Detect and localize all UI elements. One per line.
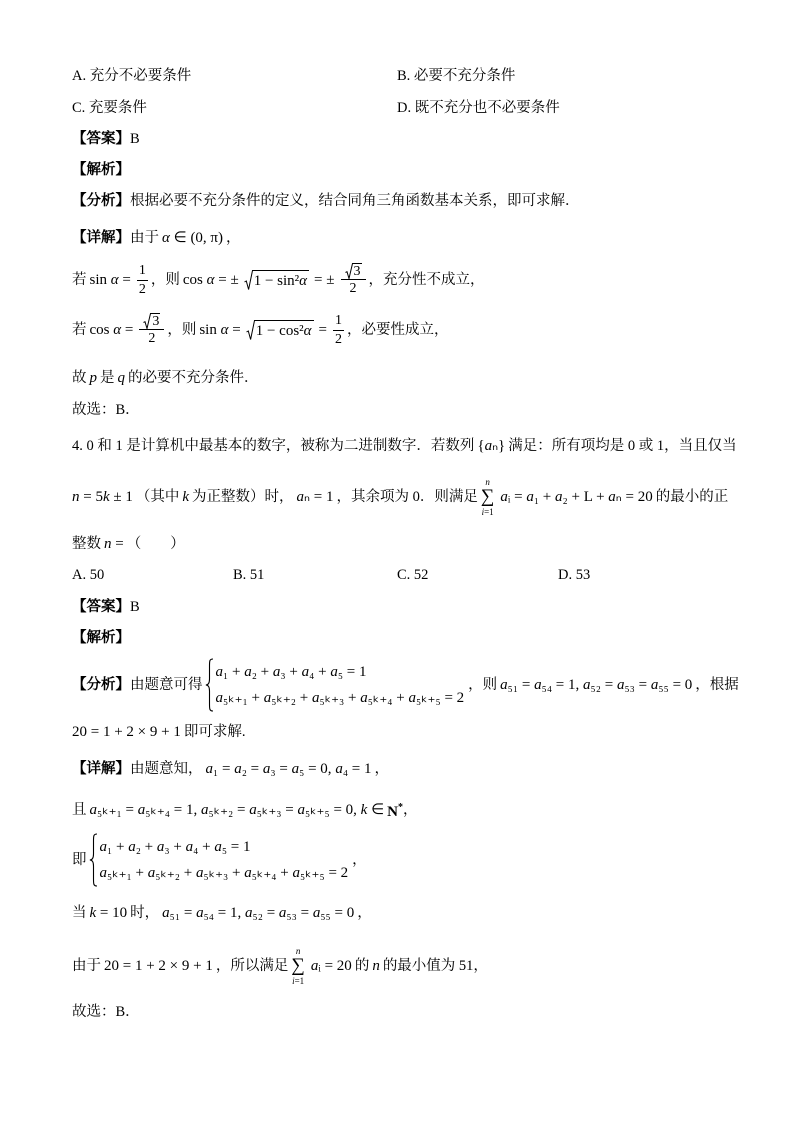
analysis-text: 即可求解. — [183, 724, 246, 740]
set-symbol: N — [387, 804, 399, 820]
math-variable: n — [372, 958, 380, 974]
q4-option-b: B. 51 — [233, 567, 265, 583]
detail-text: 由于 — [72, 958, 101, 974]
math-variable: a — [650, 677, 659, 693]
math-variable: α — [113, 322, 122, 338]
math-variable: k — [102, 489, 110, 505]
proposition-q — [118, 366, 126, 390]
radical-stroke — [345, 263, 353, 278]
math-variable: a — [196, 905, 204, 921]
math-variable: a — [484, 438, 493, 454]
radicand: 3 — [152, 313, 160, 329]
detail-text: 由题意知， — [130, 761, 203, 777]
q4-solution-heading: 【解析】 — [72, 630, 130, 646]
radical-sign — [244, 270, 253, 290]
q4-detail-line-1 — [72, 757, 389, 781]
sum-expression: aᵢ = a₁ + a₂ + L + aₙ = 20 — [500, 489, 653, 505]
natural-numbers-set — [387, 796, 403, 824]
q4-conclusion: 故选：B． — [72, 1004, 140, 1020]
detail-text: ， — [374, 761, 390, 777]
fraction-one-half — [333, 312, 344, 349]
q4-option-d: D. 53 — [558, 567, 591, 583]
math-variable: a — [244, 905, 253, 921]
math-variable: a — [360, 690, 368, 706]
math-variable: a — [310, 958, 319, 974]
stem-text: （其中 — [135, 489, 180, 505]
brace-stroke — [205, 659, 212, 711]
q3-detail-line-3 — [72, 306, 449, 354]
radical-sign — [345, 263, 353, 279]
math-variable: n — [485, 477, 490, 487]
detail-text: 当 — [72, 905, 87, 921]
math-variable: n — [72, 489, 80, 505]
math-variable: a — [200, 802, 209, 818]
summation-symbol: ∑ — [480, 486, 495, 507]
detail-text: 时， — [130, 905, 160, 921]
detail-text: ，所以满足 — [215, 958, 289, 974]
q4-answer — [72, 595, 140, 619]
math-variable: a — [214, 839, 222, 855]
math-variable: a — [262, 761, 271, 777]
math-variable: a — [195, 865, 204, 881]
answer-label: 【答案】 — [72, 599, 130, 615]
equals-plus-minus: = ± — [314, 272, 335, 288]
q3-answer — [72, 127, 140, 151]
square-root — [244, 270, 309, 290]
index-condition: n = 5k ± 1 — [72, 489, 133, 505]
term-values-expression: a₅₁ = a₅₄ = 1, a₅₂ = a₅₃ = a₅₅ = 0 — [500, 677, 693, 693]
sum-expression: aᵢ = 20 — [310, 958, 352, 974]
alpha-interval-expression: α ∈ (0, π) — [162, 230, 224, 246]
math-variable: k — [360, 802, 368, 818]
sin-alpha-expression: sin α = — [199, 322, 241, 338]
fraction-numerator: 1 — [333, 312, 344, 331]
math-variable: a — [311, 690, 320, 706]
math-variable: α — [303, 323, 312, 339]
math-variable: k — [182, 489, 190, 505]
detail-text: 的必要不充分条件． — [128, 370, 259, 386]
math-variable: a — [162, 905, 170, 921]
math-variable: n — [104, 536, 112, 552]
math-variable: a — [526, 489, 534, 505]
math-variable: i — [292, 976, 295, 986]
math-variable: α — [299, 273, 308, 289]
math-variable: k — [89, 905, 97, 921]
math-variable: a — [297, 802, 305, 818]
decomposition-expression: 20 = 1 + 2 × 9 + 1 — [72, 724, 181, 740]
analysis-label: 【分析】 — [72, 677, 130, 693]
math-variable: a — [616, 677, 625, 693]
math-variable: a — [296, 489, 305, 505]
square-root — [246, 320, 314, 340]
detail-text: ， — [352, 852, 367, 868]
stem-text: ，其余项为 0．则满足 — [336, 489, 478, 505]
detail-text: ，必要性成立， — [347, 322, 449, 338]
detail-text: 若 — [72, 272, 87, 288]
initial-terms-expression: a₁ = a₂ = a₃ = a₅ = 0, a₄ = 1 — [205, 761, 372, 777]
detail-text: 由于 — [130, 230, 159, 246]
fraction-denominator: 2 — [335, 331, 343, 347]
math-variable: a — [185, 839, 194, 855]
equation-row: a₁ + a₂ + a₃ + a₄ + a₅ = 1 — [99, 839, 251, 855]
detail-text: ， — [226, 230, 241, 246]
detail-text: 且 — [72, 802, 87, 818]
q3-option-d: D. 既不充分也不必要条件 — [397, 100, 560, 116]
detail-label: 【详解】 — [72, 761, 130, 777]
summation-lower-limit: i=1 — [481, 507, 494, 517]
math-variable: a — [205, 761, 213, 777]
detail-text: ， — [403, 802, 418, 818]
math-variable: n — [295, 946, 301, 956]
set-superscript: * — [398, 802, 404, 813]
q3-conclusion: 故选：B． — [72, 402, 140, 418]
math-variable: a — [335, 761, 343, 777]
summation-lower-limit: i=1 — [292, 976, 305, 986]
answer-value: B — [130, 599, 140, 615]
math-variable: a — [608, 489, 616, 505]
fraction-denominator: 2 — [148, 330, 156, 346]
math-variable: a — [234, 761, 242, 777]
math-variable: a — [99, 839, 107, 855]
math-variable: a — [244, 664, 252, 680]
square-root — [143, 313, 160, 329]
detail-text: 故 — [72, 370, 87, 386]
sin-alpha-expression: sin α = — [89, 272, 131, 288]
math-variable: q — [117, 370, 125, 386]
detail-text: 的最小值为 51， — [382, 958, 488, 974]
fraction-numerator — [139, 313, 164, 330]
math-variable: α — [220, 322, 229, 338]
summation-symbol: ∑ — [291, 955, 305, 976]
q3-detail-line-1 — [72, 226, 241, 250]
equation-row: a₅ₖ₊₁ + a₅ₖ₊₂ + a₅ₖ₊₃ + a₅ₖ₊₄ + a₅ₖ₊₅ = 2 — [215, 690, 465, 706]
detail-text: ，充分性不成立， — [368, 272, 485, 288]
analysis-text: ，则 — [468, 677, 498, 693]
answer-value: B — [130, 131, 140, 147]
detail-label: 【详解】 — [72, 230, 130, 246]
math-variable: a — [272, 664, 281, 680]
stem-text: 满足：所有项均是 0 或 1，当且仅当 — [508, 438, 737, 454]
math-variable: a — [500, 489, 508, 505]
answer-label: 【答案】 — [72, 131, 130, 147]
detail-text: ， — [357, 905, 372, 921]
q3-solution-heading: 【解析】 — [72, 162, 130, 178]
q3-detail-line-2 — [72, 256, 485, 304]
detail-text: 是 — [100, 370, 115, 386]
cos-alpha-expression: cos α = — [89, 322, 134, 338]
analysis-text: ，根据 — [695, 677, 739, 693]
left-brace — [205, 658, 214, 712]
fraction-root3-over-2 — [139, 313, 164, 348]
math-variable: α — [110, 272, 119, 288]
radical-sign — [143, 313, 151, 329]
stem-text: 的最小的正 — [655, 489, 729, 505]
detail-text: 若 — [72, 322, 87, 338]
math-variable: a — [89, 802, 97, 818]
q4-analysis-line-1 — [72, 657, 739, 713]
math-variable: a — [278, 905, 287, 921]
fraction-root3-over-2 — [341, 263, 366, 298]
equation-row: a₅ₖ₊₁ + a₅ₖ₊₂ + a₅ₖ₊₃ + a₅ₖ₊₄ + a₅ₖ₊₅ = 2 — [99, 865, 349, 881]
radical-stroke — [246, 321, 255, 340]
equation-row: a₁ + a₂ + a₃ + a₄ + a₅ = 1 — [215, 664, 367, 680]
q4-detail-line-3 — [72, 832, 367, 888]
equation-rows — [216, 659, 465, 711]
decomposition-expression: 20 = 1 + 2 × 9 + 1 — [104, 958, 213, 974]
equals-sign: = — [318, 322, 328, 338]
q4-stem-line-1 — [72, 434, 737, 458]
fraction-numerator: 1 — [137, 262, 148, 281]
radicand: 1 − sin²α — [253, 270, 309, 290]
q3-analysis — [72, 189, 580, 213]
math-variable: a — [156, 839, 165, 855]
q4-option-a: A. 50 — [72, 567, 105, 583]
sequence-notation: {aₙ} — [477, 438, 506, 454]
brace-stroke — [89, 834, 96, 886]
math-variable: i — [481, 507, 485, 517]
left-brace — [89, 833, 98, 887]
proposition-p — [90, 366, 98, 390]
summation — [481, 477, 495, 517]
math-variable: a — [312, 905, 321, 921]
q3-detail-line-4 — [72, 366, 259, 390]
equation-system — [89, 833, 349, 887]
math-variable: a — [128, 839, 136, 855]
q4-detail-line-2 — [72, 798, 418, 822]
equation-system — [205, 658, 465, 712]
term-value-expression: aₙ = 1 — [296, 489, 334, 505]
radical-sign — [246, 320, 255, 340]
math-variable: α — [162, 230, 170, 246]
answer-blank: （ ） — [126, 536, 185, 552]
analysis-text: 由题意可得 — [130, 677, 203, 693]
math-variable: a — [244, 865, 252, 881]
radicand: 1 − cos²α — [255, 320, 314, 340]
math-variable: a — [147, 865, 156, 881]
math-variable: a — [263, 690, 272, 706]
variable-k — [182, 485, 189, 509]
q3-option-c: C. 充要条件 — [72, 100, 147, 116]
math-variable: a — [555, 489, 563, 505]
detail-text: ，则 — [167, 322, 197, 338]
equation-rows — [100, 834, 349, 886]
math-variable: a — [292, 865, 300, 881]
stem-text: 4. 0 和 1 是计算机中最基本的数字，被称为二进制数字．若数列 — [72, 438, 475, 454]
radical-stroke — [144, 313, 152, 328]
q3-option-b: B. 必要不充分条件 — [397, 68, 516, 84]
variable-n-equals: n = — [104, 536, 124, 552]
math-variable: a — [99, 865, 107, 881]
math-variable: a — [301, 664, 310, 680]
k-value: k = 10 — [89, 905, 128, 921]
detail-text: 即 — [72, 852, 87, 868]
q4-analysis-line-2 — [72, 720, 245, 744]
cos-alpha-expression: cos α = ± — [182, 272, 239, 288]
math-variable: a — [330, 664, 338, 680]
fraction-denominator: 2 — [138, 281, 146, 297]
math-variable: p — [89, 370, 97, 386]
math-variable: a — [137, 802, 146, 818]
math-variable: a — [583, 677, 591, 693]
q4-detail-line-4 — [72, 901, 372, 925]
math-variable: a — [215, 664, 223, 680]
analysis-text: 根据必要不充分条件的定义，结合同角三角函数基本关系，即可求解． — [130, 193, 580, 209]
square-root — [345, 263, 362, 279]
term-values-expression: a₅₁ = a₅₄ = 1, a₅₂ = a₅₃ = a₅₅ = 0 — [162, 905, 355, 921]
general-terms-expression: a₅ₖ₊₁ = a₅ₖ₊₄ = 1, a₅ₖ₊₂ = a₅ₖ₊₃ = a₅ₖ₊₅ = 0, k ∈ — [89, 802, 385, 818]
math-variable: α — [206, 272, 215, 288]
radicand: 3 — [353, 263, 361, 279]
q4-option-c: C. 52 — [397, 567, 429, 583]
math-variable: a — [215, 690, 223, 706]
analysis-label: 【分析】 — [72, 193, 130, 209]
q4-stem-line-3 — [72, 532, 185, 556]
stem-text: 整数 — [72, 536, 101, 552]
q4-detail-line-5 — [72, 944, 488, 988]
detail-text: 的 — [354, 958, 370, 974]
stem-text: 为正整数）时， — [192, 489, 294, 505]
q4-stem-line-2 — [72, 475, 728, 519]
fraction-numerator — [341, 263, 366, 280]
math-variable: a — [534, 677, 542, 693]
math-variable: a — [500, 677, 508, 693]
detail-text: ，则 — [150, 272, 180, 288]
q3-option-a: A. 充分不必要条件 — [72, 68, 192, 84]
math-variable: a — [249, 802, 257, 818]
fraction-denominator: 2 — [349, 280, 357, 296]
variable-n — [372, 954, 380, 978]
summation — [291, 946, 305, 986]
math-variable: a — [408, 690, 416, 706]
fraction-one-half — [137, 262, 148, 299]
radical-stroke — [244, 271, 253, 290]
math-variable: a — [291, 761, 300, 777]
